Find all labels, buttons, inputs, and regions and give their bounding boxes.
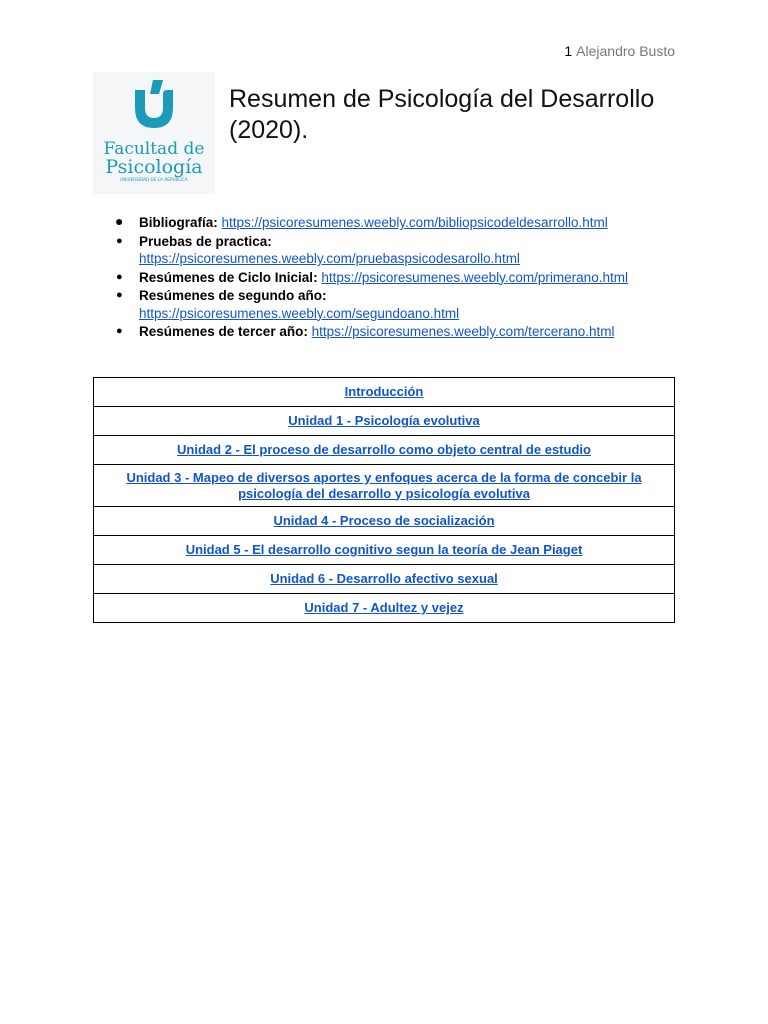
links-list	[112, 214, 692, 342]
toc-cell	[94, 378, 675, 407]
table-row	[94, 378, 675, 407]
bullet-icon: ●	[115, 213, 124, 229]
link-label: Pruebas de practica:	[139, 233, 272, 249]
link-label: Bibliografía:	[139, 215, 218, 230]
link-url[interactable]: https://psicoresumenes.weebly.com/primerano.html	[321, 269, 628, 285]
logo-text-line2: Psicología	[105, 156, 203, 178]
table-row	[94, 565, 675, 594]
faculty-logo	[93, 72, 215, 194]
table-of-contents	[93, 377, 675, 623]
table-row	[94, 594, 675, 623]
toc-link-unidad-6[interactable]: Unidad 6 - Desarrollo afectivo sexual	[270, 571, 498, 587]
toc-link-unidad-7[interactable]: Unidad 7 - Adultez y vejez	[304, 600, 464, 616]
list-item	[112, 323, 692, 341]
psychology-logo-icon	[93, 72, 215, 194]
link-label: Resúmenes de tercer año:	[139, 324, 308, 339]
table-row	[94, 407, 675, 436]
bullet-icon: ●	[116, 234, 123, 247]
link-label: Resúmenes de segundo año:	[139, 288, 327, 303]
toc-link-unidad-2[interactable]: Unidad 2 - El proceso de desarrollo como objeto central de estudio	[177, 442, 591, 458]
link-url[interactable]: https://psicoresumenes.weebly.com/pruebaspsicodesarollo.html	[139, 251, 520, 266]
toc-cell	[94, 507, 675, 536]
list-item	[112, 287, 692, 322]
logo-text-line3: UNIVERSIDAD DE LA REPÚBLICA	[120, 177, 188, 182]
author-name: Alejandro Busto	[576, 43, 675, 59]
toc-link-introduccion[interactable]: Introducción	[344, 384, 424, 400]
list-item	[112, 214, 692, 232]
logo-text-line1: Facultad de	[103, 139, 205, 159]
toc-link-unidad-5[interactable]: Unidad 5 - El desarrollo cognitivo segun la teoría de Jean Piaget	[185, 542, 583, 558]
list-item	[112, 269, 692, 287]
table-row	[94, 507, 675, 536]
toc-cell	[94, 407, 675, 436]
bullet-icon: ●	[116, 270, 123, 283]
table-row	[94, 436, 675, 465]
page-header	[564, 43, 675, 59]
toc-cell	[94, 465, 675, 507]
list-item	[112, 233, 692, 268]
toc-link-unidad-1[interactable]: Unidad 1 - Psicología evolutiva	[288, 413, 480, 429]
document-title: Resumen de Psicología del Desarrollo (2020).	[229, 85, 655, 144]
page-number: 1	[564, 43, 573, 59]
bullet-icon: ●	[116, 325, 123, 337]
link-url[interactable]: https://psicoresumenes.weebly.com/segundoano.html	[139, 305, 460, 321]
link-label: Resúmenes de Ciclo Inicial:	[139, 269, 318, 285]
toc-link-unidad-3[interactable]: Unidad 3 - Mapeo de diversos aportes y enfoques acerca de la forma de concebir la psicología del desarrollo y psicología evolutiva	[126, 470, 642, 501]
toc-cell	[94, 536, 675, 565]
table-row	[94, 536, 675, 565]
toc-cell	[94, 436, 675, 465]
link-url[interactable]: https://psicoresumenes.weebly.com/bibliopsicodeldesarrollo.html	[221, 215, 608, 230]
toc-cell	[94, 565, 675, 594]
bullet-icon: ●	[116, 289, 123, 301]
table-row	[94, 465, 675, 507]
toc-link-unidad-4[interactable]: Unidad 4 - Proceso de socialización	[273, 513, 495, 529]
toc-cell	[94, 594, 675, 623]
link-url[interactable]: https://psicoresumenes.weebly.com/tercerano.html	[311, 324, 615, 339]
